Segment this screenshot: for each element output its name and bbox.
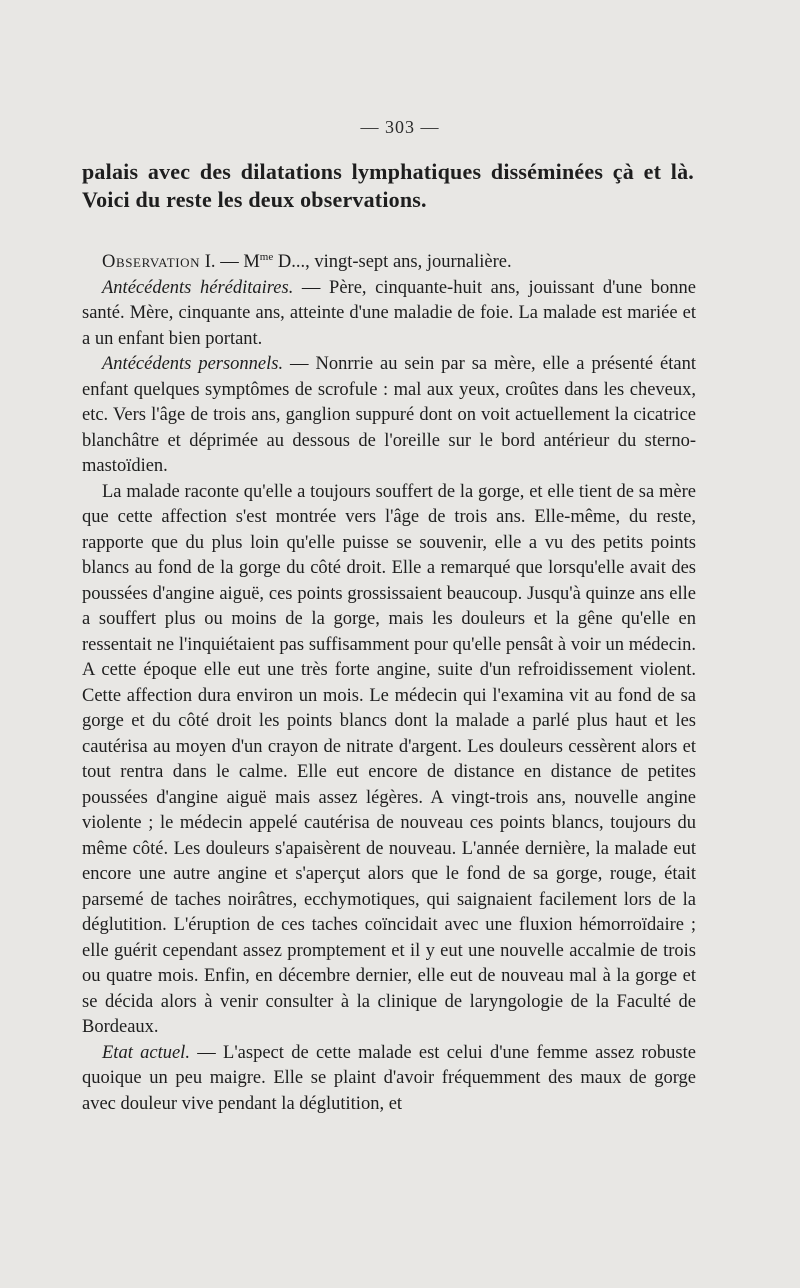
hereditary-title: Antécédents héréditaires. xyxy=(102,277,294,298)
observation-sup: me xyxy=(259,250,274,263)
observation-number: I. xyxy=(204,252,216,272)
observation-label: Observation xyxy=(102,252,201,272)
current-state-text: — L'aspect de cette malade est celui d'une femme assez robuste quoique un peu maigre. Elle se plaint d'avoir fréquemment des maux de gorge avec douleur vive pendant la déglutition, et xyxy=(82,1042,696,1114)
personal-title: Antécédents personnels. xyxy=(102,354,284,374)
observation-patient: D..., vingt-sept ans, journalière. xyxy=(273,252,512,272)
hereditary-text: — Père, cinquante-huit ans, jouissant d'une bonne santé. Mère, cinquante ans, atteinte d'une maladie de foie. La malade est mariée et a un enfant bien portant. xyxy=(82,277,697,349)
observation-dash: — M xyxy=(215,252,260,272)
current-state-title: Etat actuel. xyxy=(102,1042,190,1063)
personal-text: — Nonrrie au sein par sa mère, elle a présenté étant enfant quelques symptômes de scrofule : mal aux yeux, croûtes dans les cheveux, etc. Vers l'âge de trois ans, ganglion suppuré dont on voit actuellement la cicatrice blanchâtre et déprimée au dessous de l'oreille sur le bord antérieur du sterno-mastoïdien. xyxy=(82,354,696,476)
history-paragraph: La malade raconte qu'elle a toujours souffert de la gorge, et elle tient de sa mère que cette affection s'est montrée vers l'âge de trois ans. Elle-même, du reste, rapporte que du plus loin qu'elle puisse se souvenir, elle a vu des petits points blancs au fond de la gorge du côté droit. Elle a remarqué que lorsqu'elle avait des poussées d'angine aiguë, ces points grossissaient beaucoup. Jusqu'à quinze ans elle a souffert plus ou moins de la gorge, mais les douleurs et la gêne qu'elle en ressentait ne l'inquiétaient pas suffisamment pour qu'elle pensât à voir un médecin. A cette époque elle eut une très forte angine, suite d'un refroidissement violent. Cette affection dura environ un mois. Le médecin qui l'examina vit au fond de sa gorge et du côté droit les points blancs dont la malade a parlé plus haut et les cautérisa au moyen d'un crayon de nitrate d'argent. Les douleurs cessèrent alors et tout rentra dans le calme. Elle eut encore de distance en distance de petites poussées d'angine aiguë mais assez légères. A vingt-trois ans, nouvelle angine violente ; le médecin appelé cautérisa de nouveau ces points blancs, toujours du même côté. Les douleurs s'apaisèrent de nouveau. L'année dernière, la malade eut encore une autre angine et s'aperçut alors que le fond de sa gorge, rouge, était parsemé de taches noirâtres, ecchymotiques, qui saignaient facilement lors de la déglutition. L'éruption de ces taches coïncidait avec une fluxion hémorroïdaire ; elle guérit cependant assez promptement et il y eut une nouvelle accalmie de trois ou quatre mois. Enfin, en décembre dernier, elle eut de nouveau mal à la gorge et se décida alors à venir consulter à la clinique de laryngologie de la Faculté de Bordeaux. xyxy=(82,481,696,1037)
hereditary-paragraph xyxy=(82,276,696,353)
current-state-paragraph xyxy=(82,1041,696,1118)
observation-heading xyxy=(82,250,696,276)
personal-paragraph xyxy=(82,352,696,480)
observation-block xyxy=(82,250,696,1117)
page-number: — 303 — xyxy=(360,117,440,137)
lead-paragraph: palais avec des dilatations lymphatiques disséminées çà et là. Voici du reste les deux observations. xyxy=(82,159,694,212)
